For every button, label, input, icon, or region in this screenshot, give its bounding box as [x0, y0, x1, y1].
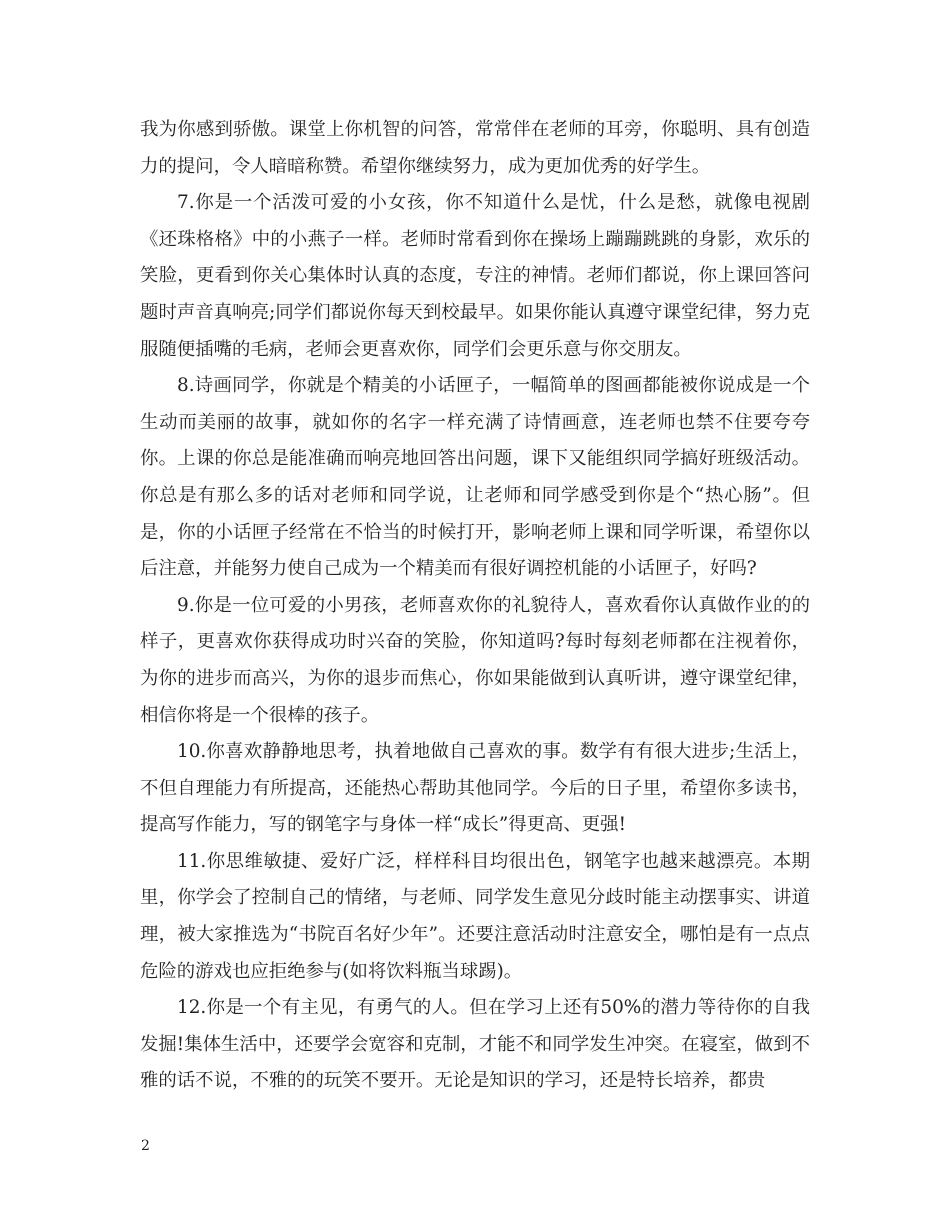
document-body	[140, 112, 810, 1100]
page-number: 2	[141, 1138, 150, 1154]
paragraph-item-12: 12.你是一个有主见，有勇气的人。但在学习上还有50%的潜力等待你的自我发掘!集体生活中，还要学会宽容和克制，才能不和同学发生冲突。在寝室，做到不雅的话不说，不雅的的玩笑不要开。无论是知识的学习，还是特长培养，都贵	[140, 997, 810, 1092]
paragraph-item-7: 7.你是一个活泼可爱的小女孩，你不知道什么是忧，什么是愁，就像电视剧《还珠格格》中的小燕子一样。老师时常看到你在操场上蹦蹦跳跳的身影，欢乐的笑脸，更看到你关心集体时认真的态度，专注的神情。老师们都说，你上课回答问题时声音真响亮;同学们都说你每天到校最早。如果你能认真遵守课堂纪律，努力克服随便插嘴的毛病，老师会更喜欢你，同学们会更乐意与你交朋友。	[140, 192, 810, 360]
paragraph-continuation: 我为你感到骄傲。课堂上你机智的问答，常常伴在老师的耳旁，你聪明、具有创造力的提问，令人暗暗称赞。希望你继续努力，成为更加优秀的好学生。	[140, 119, 810, 177]
paragraph-item-8: 8.诗画同学，你就是个精美的小话匣子，一幅简单的图画都能被你说成是一个生动而美丽的故事，就如你的名字一样充满了诗情画意，连老师也禁不住要夸夸你。上课的你总是能准确而响亮地回答出问题，课下又能组织同学搞好班级活动。你总是有那么多的话对老师和同学说，让老师和同学感受到你是个“热心肠”。但是，你的小话匣子经常在不恰当的时候打开，影响老师上课和同学听课，希望你以后注意，并能努力使自己成为一个精美而有很好调控机能的小话匣子，好吗?	[140, 375, 810, 580]
paragraph-item-10: 10.你喜欢静静地思考，执着地做自己喜欢的事。数学有有很大进步;生活上，不但自理能力有所提高，还能热心帮助其他同学。今后的日子里，希望你多读书，提高写作能力，写的钢笔字与身体一样“成长”得更高、更强!	[140, 741, 810, 836]
paragraph-item-11: 11.你思维敏捷、爱好广泛，样样科目均很出色，钢笔字也越来越漂亮。本期里，你学会了控制自己的情绪，与老师、同学发生意见分歧时能主动摆事实、讲道理，被大家推选为“书院百名好少年”。还要注意活动时注意安全，哪怕是有一点点危险的游戏也应拒绝参与(如将饮料瓶当球踢)。	[140, 850, 810, 982]
paragraph-item-9: 9.你是一位可爱的小男孩，老师喜欢你的礼貌待人，喜欢看你认真做作业的的样子，更喜欢你获得成功时兴奋的笑脸，你知道吗?每时每刻老师都在注视着你，为你的进步而高兴，为你的退步而焦心，你如果能做到认真听讲，遵守课堂纪律，相信你将是一个很棒的孩子。	[140, 594, 810, 726]
